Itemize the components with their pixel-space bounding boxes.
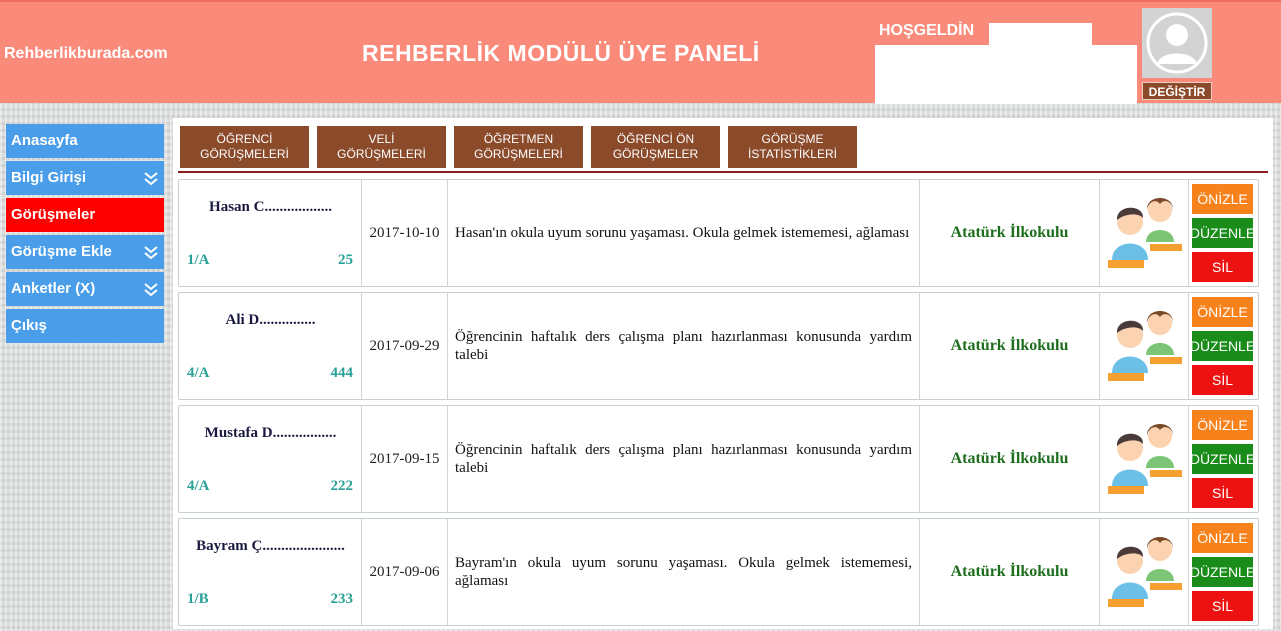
edit-button[interactable]: DÜZENLE	[1192, 444, 1253, 474]
actions-cell	[1189, 519, 1258, 625]
edit-button[interactable]: DÜZENLE	[1192, 331, 1253, 361]
double-chevron-down-icon[interactable]	[143, 272, 159, 306]
tab-divider	[178, 171, 1268, 173]
actions-cell	[1189, 406, 1258, 512]
school-name: Atatürk İlkokulu	[920, 293, 1100, 399]
meeting-topic	[448, 293, 920, 399]
sidebar-item-label: Görüşme Ekle	[11, 243, 112, 260]
preview-button[interactable]: ÖNİZLE	[1192, 184, 1253, 214]
delete-button[interactable]: SİL	[1192, 252, 1253, 282]
meeting-topic	[448, 406, 920, 512]
teacher-student-icon	[1100, 293, 1189, 399]
sidebar	[6, 124, 164, 346]
tab-button[interactable]: ÖĞRENCİ GÖRÜŞMELERİ	[180, 126, 309, 168]
avatar[interactable]	[1142, 8, 1212, 78]
edit-button[interactable]: DÜZENLE	[1192, 218, 1253, 248]
sidebar-item-label: Çıkış	[11, 317, 47, 334]
student-number: 25	[338, 252, 353, 268]
student-cell	[179, 293, 362, 399]
sidebar-item[interactable]	[6, 235, 164, 269]
meeting-date: 2017-09-06	[362, 519, 448, 625]
student-cell	[179, 180, 362, 286]
student-name: Mustafa D.................	[204, 425, 337, 441]
double-chevron-down-icon[interactable]	[143, 235, 159, 269]
actions-cell	[1189, 293, 1258, 399]
sidebar-item-label: Bilgi Girişi	[11, 169, 87, 186]
tab-button[interactable]: ÖĞRENCİ ÖN GÖRÜŞMELER	[591, 126, 720, 168]
user-name-box	[989, 23, 1092, 47]
sidebar-item[interactable]	[6, 198, 164, 232]
meeting-date: 2017-10-10	[362, 180, 448, 286]
student-class: 4/A	[187, 365, 210, 381]
meeting-topic-text: Hasan'ın okula uyum sorunu yaşaması. Okula gelmek istememesi, ağlaması	[455, 225, 910, 241]
main-panel	[173, 118, 1273, 629]
meeting-topic-text: Öğrencinin haftalık ders çalışma planı hazırlanması konusunda yardım talebi	[455, 442, 912, 476]
user-silhouette-icon	[1146, 12, 1208, 74]
header	[0, 0, 1281, 103]
tab-button[interactable]: VELİ GÖRÜŞMELERİ	[317, 126, 446, 168]
sidebar-item-label: Anasayfa	[11, 132, 78, 149]
change-avatar-button[interactable]: DEĞİŞTİR	[1142, 82, 1212, 100]
teacher-student-icon	[1100, 519, 1189, 625]
meeting-row	[178, 179, 1259, 287]
preview-button[interactable]: ÖNİZLE	[1192, 523, 1253, 553]
meetings-list	[178, 179, 1259, 631]
school-name: Atatürk İlkokulu	[920, 180, 1100, 286]
meeting-topic	[448, 519, 920, 625]
sidebar-item-label: Anketler (X)	[11, 280, 96, 297]
student-name: Ali D...............	[225, 312, 316, 328]
student-name: Bayram Ç......................	[196, 538, 345, 554]
student-class: 1/A	[187, 252, 210, 268]
meeting-row	[178, 405, 1259, 513]
school-name: Atatürk İlkokulu	[920, 406, 1100, 512]
delete-button[interactable]: SİL	[1192, 591, 1253, 621]
meeting-topic-text: Öğrencinin haftalık ders çalışma planı hazırlanması konusunda yardım talebi	[455, 329, 912, 363]
tab-button[interactable]: ÖĞRETMEN GÖRÜŞMELERİ	[454, 126, 583, 168]
meeting-topic	[448, 180, 920, 286]
edit-button[interactable]: DÜZENLE	[1192, 557, 1253, 587]
meeting-date: 2017-09-15	[362, 406, 448, 512]
actions-cell	[1189, 180, 1258, 286]
delete-button[interactable]: SİL	[1192, 365, 1253, 395]
student-cell	[179, 406, 362, 512]
student-class: 4/A	[187, 478, 210, 494]
welcome-label: HOŞGELDİN	[879, 22, 975, 39]
meeting-row	[178, 292, 1259, 400]
school-name: Atatürk İlkokulu	[920, 519, 1100, 625]
student-name: Hasan C..................	[209, 199, 332, 215]
student-number: 444	[330, 365, 353, 381]
page-title: REHBERLİK MODÜLÜ ÜYE PANELİ	[362, 40, 760, 66]
preview-button[interactable]: ÖNİZLE	[1192, 410, 1253, 440]
sidebar-item[interactable]	[6, 124, 164, 158]
user-info-box	[875, 45, 1137, 104]
student-class: 1/B	[187, 591, 209, 607]
preview-button[interactable]: ÖNİZLE	[1192, 297, 1253, 327]
tab-bar	[180, 126, 857, 168]
delete-button[interactable]: SİL	[1192, 478, 1253, 508]
site-name[interactable]: Rehberlikburada.com	[4, 45, 168, 62]
student-number: 222	[330, 478, 353, 494]
sidebar-item[interactable]	[6, 272, 164, 306]
double-chevron-down-icon[interactable]	[143, 161, 159, 195]
meeting-date: 2017-09-29	[362, 293, 448, 399]
tab-button[interactable]: GÖRÜŞME İSTATİSTİKLERİ	[728, 126, 857, 168]
sidebar-item-label: Görüşmeler	[11, 206, 96, 223]
student-cell	[179, 519, 362, 625]
teacher-student-icon	[1100, 180, 1189, 286]
meeting-topic-text: Bayram'ın okula uyum sorunu yaşaması. Okula gelmek istememesi, ağlaması	[455, 555, 912, 589]
sidebar-item[interactable]	[6, 309, 164, 343]
meeting-row	[178, 518, 1259, 626]
teacher-student-icon	[1100, 406, 1189, 512]
student-number: 233	[330, 591, 353, 607]
sidebar-item[interactable]	[6, 161, 164, 195]
